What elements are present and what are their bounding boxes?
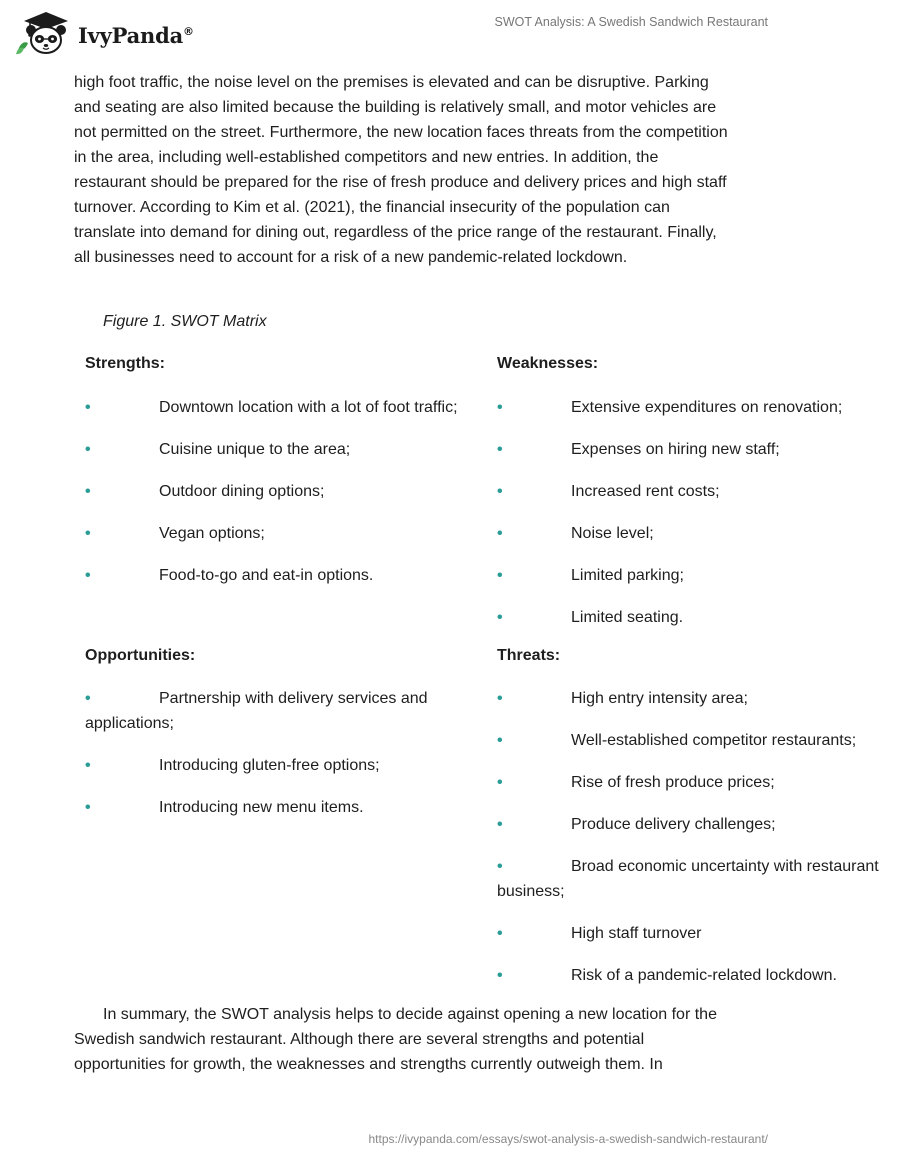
list-item: • Extensive expenditures on renovation; bbox=[497, 395, 800, 420]
list-item: • High staff turnover bbox=[497, 921, 800, 946]
list-item: • Increased rent costs; bbox=[497, 479, 800, 504]
list-item: • Partnership with delivery services and applications; bbox=[85, 686, 475, 736]
list-item: • Introducing new menu items. bbox=[85, 795, 475, 820]
list-item: • Expenses on hiring new staff; bbox=[497, 437, 800, 462]
bullet-icon: • bbox=[85, 483, 91, 500]
list-item: • Noise level; bbox=[497, 521, 800, 546]
list-item: • Vegan options; bbox=[85, 521, 485, 546]
threats-heading: Threats: bbox=[497, 647, 561, 664]
bullet-icon: • bbox=[85, 399, 91, 416]
bullet-icon: • bbox=[497, 816, 503, 833]
paragraph-threats-summary: high foot traffic, the noise level on the premises is elevated and can be disruptive. Parking and seating are also limited because the building is relatively small, and motor vehicles are not permitted on the street. Furthermore, the new location faces threats from the competition in the area, including well-established competitors and new entries. In addition, the restaurant should be prepared for the rise of fresh produce and delivery prices and high staff turnover. According to Kim et al. (2021), the financial insecurity of the population can translate into demand for dining out, regardless of the price range of the restaurant. Finally, all businesses need to account for a risk of a new pandemic-related lockdown. bbox=[74, 74, 728, 266]
opportunities-list bbox=[85, 686, 475, 837]
bullet-icon: • bbox=[497, 925, 503, 942]
bullet-icon: • bbox=[497, 967, 503, 984]
bullet-icon: • bbox=[497, 567, 503, 584]
bullet-icon: • bbox=[85, 799, 91, 816]
list-item: • Limited parking; bbox=[497, 563, 800, 588]
bullet-icon: • bbox=[85, 567, 91, 584]
bullet-icon: • bbox=[85, 525, 91, 542]
brand-name: IvyPanda® bbox=[78, 23, 194, 48]
figure-caption: Figure 1. SWOT Matrix bbox=[103, 313, 267, 330]
bullet-icon: • bbox=[497, 399, 503, 416]
list-item: • Well-established competitor restaurants; bbox=[497, 728, 800, 753]
list-item: • Produce delivery challenges; bbox=[497, 812, 800, 837]
threats-list bbox=[497, 686, 879, 1005]
bullet-icon: • bbox=[497, 441, 503, 458]
source-url-link[interactable]: https://ivypanda.com/essays/swot-analysis-a-swedish-sandwich-restaurant/ bbox=[368, 1132, 768, 1146]
weaknesses-heading: Weaknesses: bbox=[497, 355, 599, 372]
panda-graduate-icon bbox=[14, 10, 76, 56]
list-item: • Downtown location with a lot of foot traffic; bbox=[85, 395, 485, 420]
bullet-icon: • bbox=[497, 609, 503, 626]
list-item: • Rise of fresh produce prices; bbox=[497, 770, 800, 795]
list-item: • Cuisine unique to the area; bbox=[85, 437, 485, 462]
bullet-icon: • bbox=[85, 757, 91, 774]
bullet-icon: • bbox=[85, 441, 91, 458]
list-item: • Limited seating. bbox=[497, 605, 800, 630]
document-title: SWOT Analysis: A Swedish Sandwich Restaurant bbox=[494, 15, 768, 29]
bullet-icon: • bbox=[497, 858, 503, 875]
strengths-list bbox=[85, 395, 485, 605]
bullet-icon: • bbox=[497, 690, 503, 707]
strengths-heading: Strengths: bbox=[85, 355, 165, 372]
bullet-icon: • bbox=[497, 774, 503, 791]
opportunities-heading: Opportunities: bbox=[85, 647, 196, 664]
list-item: • Broad economic uncertainty with restaurant business; bbox=[497, 854, 917, 904]
list-item: • Introducing gluten-free options; bbox=[85, 753, 475, 778]
page-header bbox=[0, 0, 800, 66]
paragraph-conclusion: In summary, the SWOT analysis helps to decide against opening a new location for the Swedish sandwich restaurant. Although there are several strengths and potential opportunities for growth, the weaknesses and strengths currently outweigh them. In bbox=[74, 1006, 717, 1073]
bullet-icon: • bbox=[85, 690, 91, 707]
weaknesses-list bbox=[497, 395, 843, 647]
list-item: • Outdoor dining options; bbox=[85, 479, 485, 504]
bullet-icon: • bbox=[497, 525, 503, 542]
ivypanda-logo[interactable] bbox=[14, 10, 204, 56]
list-item: • High entry intensity area; bbox=[497, 686, 800, 711]
list-item: • Food-to-go and eat-in options. bbox=[85, 563, 485, 588]
bullet-icon: • bbox=[497, 483, 503, 500]
bullet-icon: • bbox=[497, 732, 503, 749]
list-item: • Risk of a pandemic-related lockdown. bbox=[497, 963, 800, 988]
